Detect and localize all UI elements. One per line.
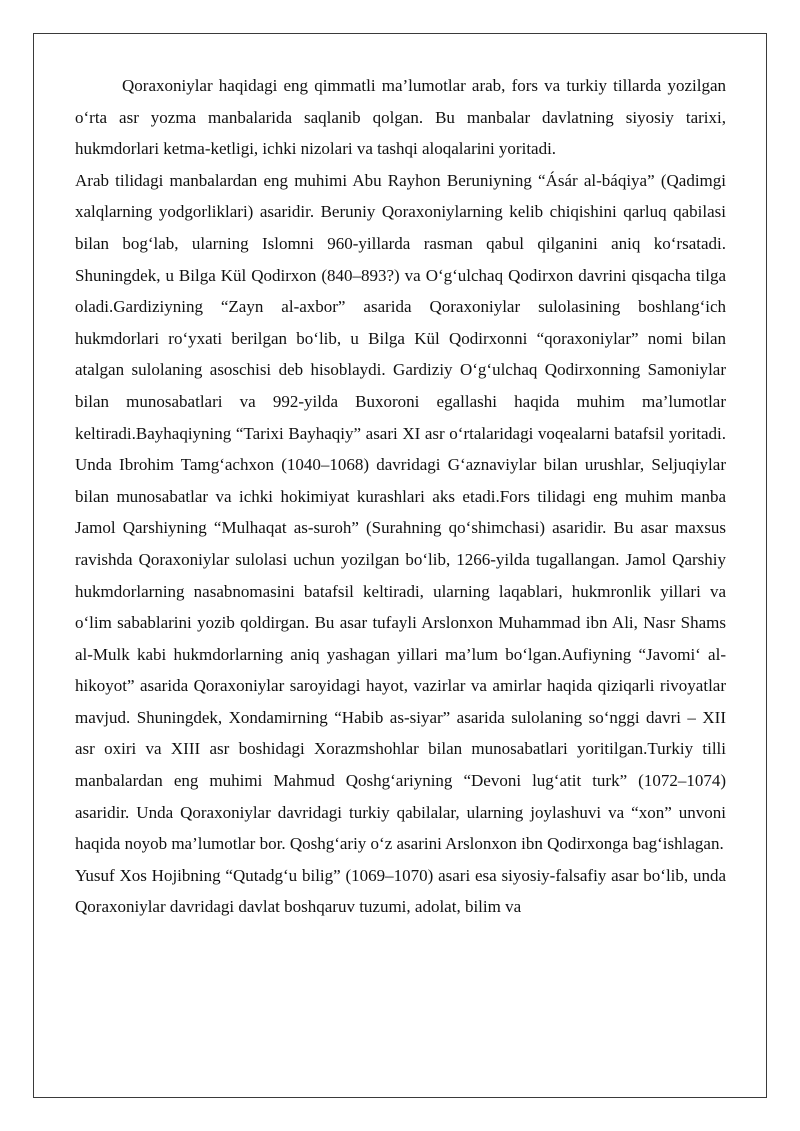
paragraph-sources: Arab tilidagi manbalardan eng muhimi Abu Rayhon Beruniyning “Ásár al-báqiya” (Qadimgi xalqlarning yodgorliklari) asaridir. Beruniy Qoraxoniylarning kelib chiqishini qarluq qabilasi bilan bog‘lab, ularning Islomni 960-yillarda rasman qabul qilganini aniq ko‘rsatadi. Shuningdek, u Bilga Kül Qodirxon (840–893?) va O‘g‘ulchaq Qodirxon davrini qisqacha tilga oladi.Gardiziyning “Zayn al-axbor” asarida Qoraxoniylar sulolasining boshlang‘ich hukmdorlari ro‘yxati berilgan bo‘lib, u Bilga Kül Qodirxonni “qoraxoniylar” nomi bilan atalgan sulolaning asoschisi deb hisoblaydi. Gardiziy O‘g‘ulchaq Qodirxonning Samoniylar bilan munosabatlari va 992-yilda Buxoroni egallashi haqida muhim ma’lumotlar keltiradi.Bayhaqiyning “Tarixi Bayhaqiy” asari XI asr o‘rtalaridagi voqealarni batafsil yoritadi. Unda Ibrohim Tamg‘achxon (1040–1068) davridagi G‘aznaviylar bilan urushlar, Seljuqiylar bilan munosabatlar va ichki hokimiyat kurashlari aks etadi.Fors tilidagi eng muhim manba Jamol Qarshiyning “Mulhaqat as-suroh” (Surahning qo‘shimchasi) asaridir. Bu asar maxsus ravishda Qoraxoniylar sulolasi uchun yozilgan bo‘lib, 1266-yilda tugallangan. Jamol Qarshiy hukmdorlarning nasabnomasini batafsil keltiradi, ularning laqablari, hukmronlik yillari va o‘lim sabablarini yozib qoldirgan. Bu asar tufayli Arslonxon Muhammad ibn Ali, Nasr Shams al-Mulk kabi hukmdorlarning aniq yashagan yillari ma’lum bo‘lgan.Aufiyning “Javomi‘ al-hikoyot” asarida Qoraxoniylar saroyidagi hayot, vazirlar va amirlar haqida qiziqarli rivoyatlar mavjud. Shuningdek, Xondamirning “Habib as-siyar” asarida sulolaning so‘nggi davri – XII asr oxiri va XIII asr boshidagi Xorazmshohlar bilan munosabatlari yoritilgan.Turkiy tilli manbalardan eng muhimi Mahmud Qoshg‘ariyning “Devoni lug‘atit turk” (1072–1074) asaridir. Unda Qoraxoniylar davridagi turkiy qabilalar, ularning joylashuvi va “xon” unvoni haqida noyob ma’lumotlar bor. Qoshg‘ariy o‘z asarini Arslonxon ibn Qodirxonga bag‘ishlagan. bbox=[75, 170, 726, 854]
paragraph-intro: Qoraxoniylar haqidagi eng qimmatli ma’lumotlar arab, fors va turkiy tillarda yozilgan o‘rta asr yozma manbalarida saqlanib qolgan. Bu manbalar davlatning siyosiy tarixi, hukmdorlari ketma-ketligi, ichki nizolari va tashqi aloqalarini yoritadi. bbox=[75, 76, 726, 159]
document-body bbox=[75, 70, 726, 923]
paragraph-qutadgu-bilig: Yusuf Xos Hojibning “Qutadg‘u bilig” (1069–1070) asari esa siyosiy-falsafiy asar bo‘lib, unda Qoraxoniylar davridagi davlat boshqaruv tuzumi, adolat, bilim va bbox=[75, 865, 726, 917]
